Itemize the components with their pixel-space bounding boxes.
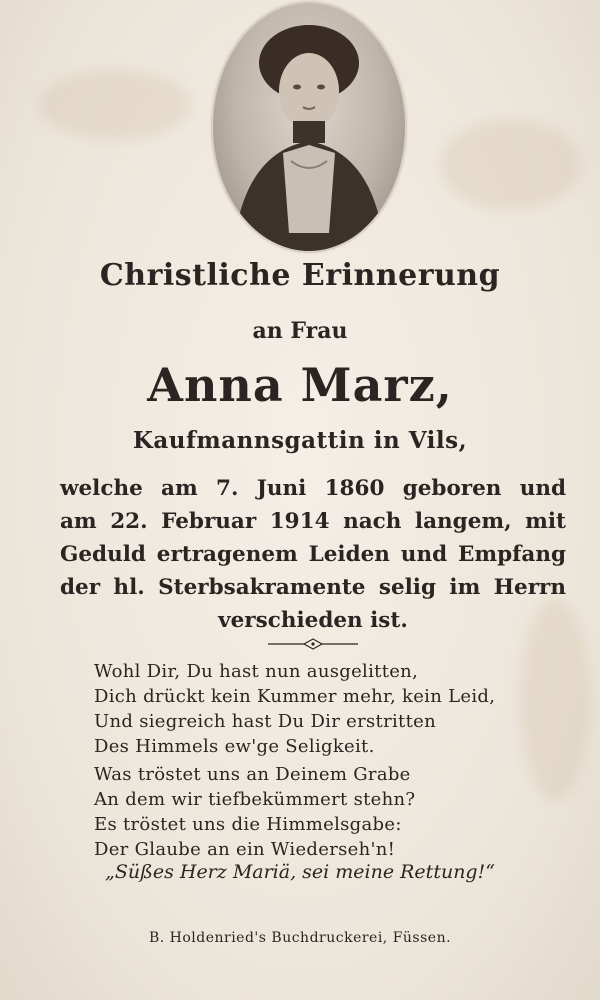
paper-stain [40,70,190,140]
deceased-name: Anna Marz, [147,358,453,412]
poem-line: An dem wir tiefbekümmert stehn? [94,789,416,810]
poem-stanza-2 [94,762,514,862]
card-subheading: an Frau [252,318,348,344]
portrait-photo [213,3,405,251]
bio-line: welche am 7. Juni 1860 geboren und [60,476,566,501]
bio-line: Geduld ertragenem Leiden und Empfang [60,542,566,567]
paper-stain [440,120,580,210]
card-heading: Christliche Erinnerung [99,258,501,293]
poem-stanza-1 [94,659,514,759]
poem-line: Des Himmels ew'ge Seligkeit. [94,736,375,757]
bio-line: verschieden ist. [218,608,408,633]
poem-line: Dich drückt kein Kummer mehr, kein Leid, [94,686,496,707]
poem-line: Was tröstet uns an Deinem Grabe [94,764,411,785]
poem-line: Wohl Dir, Du hast nun ausgelitten, [94,661,419,682]
bio-line: am 22. Februar 1914 nach langem, mit [60,509,566,534]
printer-imprint: B. Holdenried's Buchdruckerei, Füssen. [148,930,452,946]
poem-line: Es tröstet uns die Himmelsgabe: [94,814,402,835]
poem-line: Der Glaube an ein Wiederseh'n! [94,839,396,860]
poem-line: Und siegreich hast Du Dir erstritten [94,711,436,732]
ornament-divider [268,636,358,652]
biography-text [60,472,566,637]
bio-line: der hl. Sterbsakramente selig im Herrn [60,575,566,600]
deceased-occupation: Kaufmannsgattin in Vils, [132,427,468,454]
prayer-line: „Süßes Herz Mariä, sei meine Rettung!“ [105,861,495,883]
woman-portrait-image [213,3,405,251]
